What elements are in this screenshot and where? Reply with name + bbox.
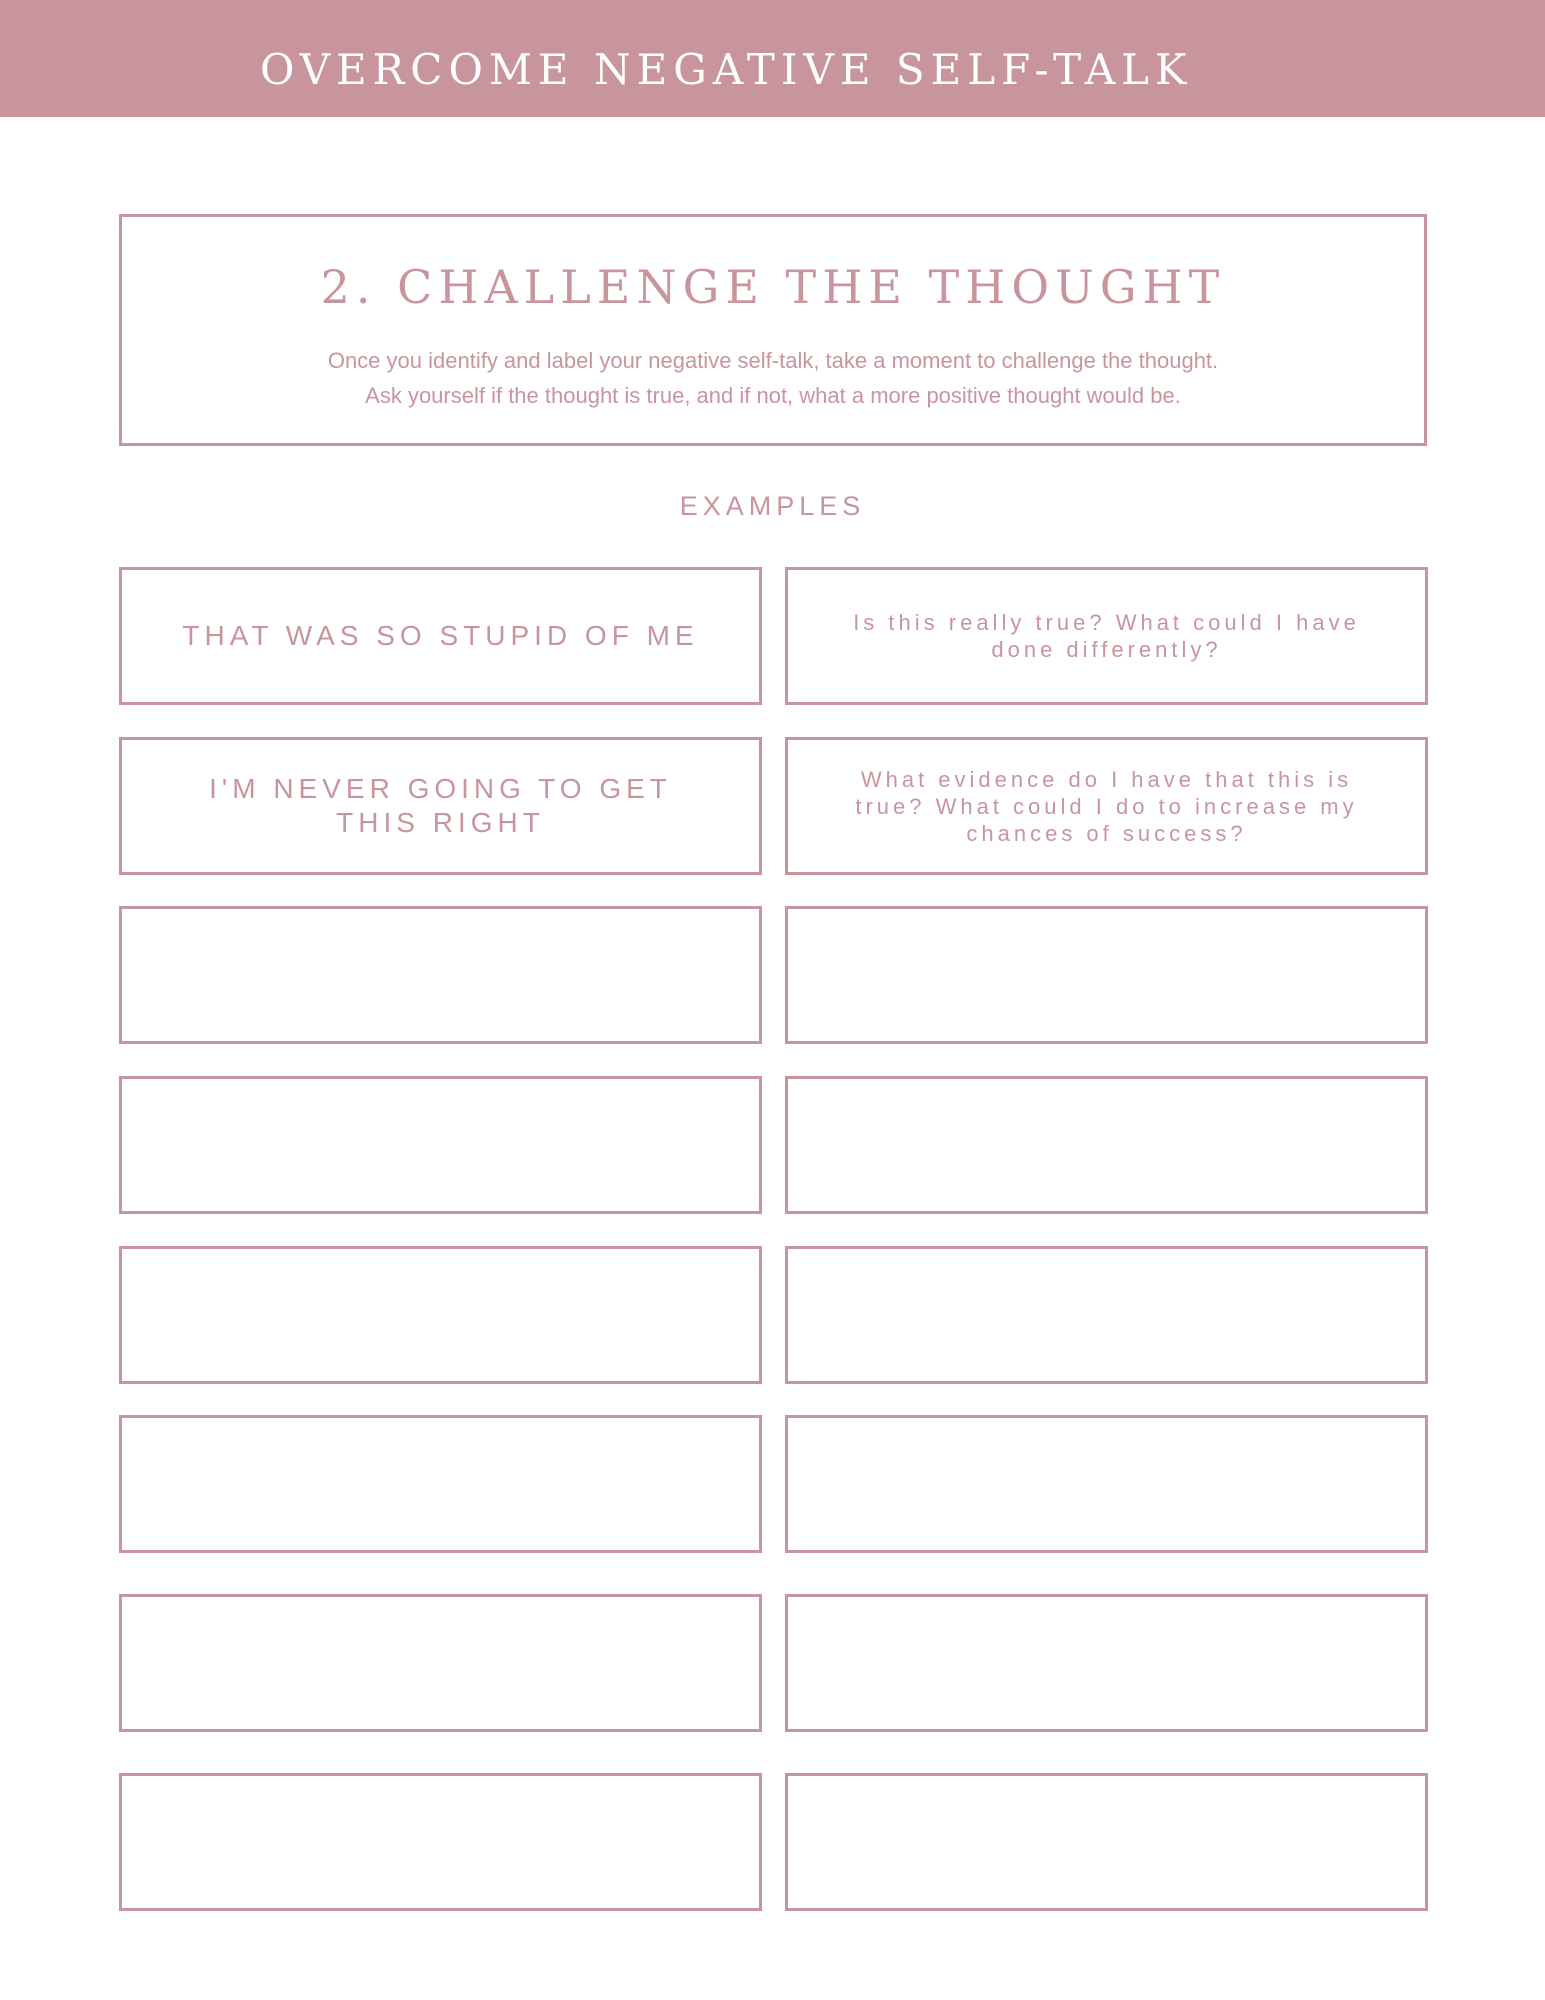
negative-thought-box[interactable] (119, 1773, 762, 1911)
challenge-box[interactable] (785, 1594, 1428, 1732)
negative-thought-box[interactable] (119, 1594, 762, 1732)
challenge-box[interactable] (785, 737, 1428, 875)
challenge-box[interactable] (785, 1076, 1428, 1214)
negative-thought-box[interactable] (119, 1076, 762, 1214)
negative-thought-box[interactable] (119, 737, 762, 875)
section-description (152, 343, 1394, 413)
challenge-box[interactable] (785, 1246, 1428, 1384)
section-description-line-2: Ask yourself if the thought is true, and if not, what a more positive thought would be. (365, 383, 1181, 408)
section-title: 2. CHALLENGE THE THOUGHT (320, 260, 1226, 314)
challenge-text: Is this really true? What could I have done differently? (853, 610, 1360, 662)
challenge-box[interactable] (785, 1773, 1428, 1911)
section-description-line-1: Once you identify and label your negative self-talk, take a moment to challenge the thought. (327, 348, 1219, 373)
negative-thought-box[interactable] (119, 906, 762, 1044)
negative-thought-text: THAT WAS SO STUPID OF ME (182, 620, 699, 651)
challenge-text: What evidence do I have that this is true? What could I do to increase my chances of success? (855, 766, 1358, 846)
challenge-box[interactable] (785, 567, 1428, 705)
challenge-box[interactable] (785, 906, 1428, 1044)
negative-thought-box[interactable] (119, 567, 762, 705)
top-banner (0, 0, 1545, 117)
banner-title: OVERCOME NEGATIVE SELF-TALK (260, 45, 1193, 94)
negative-thought-box[interactable] (119, 1246, 762, 1384)
negative-thought-text: I'M NEVER GOING TO GET THIS RIGHT (209, 773, 672, 838)
challenge-box[interactable] (785, 1415, 1428, 1553)
examples-label: EXAMPLES (679, 491, 866, 521)
negative-thought-box[interactable] (119, 1415, 762, 1553)
section-header-box (119, 214, 1427, 446)
